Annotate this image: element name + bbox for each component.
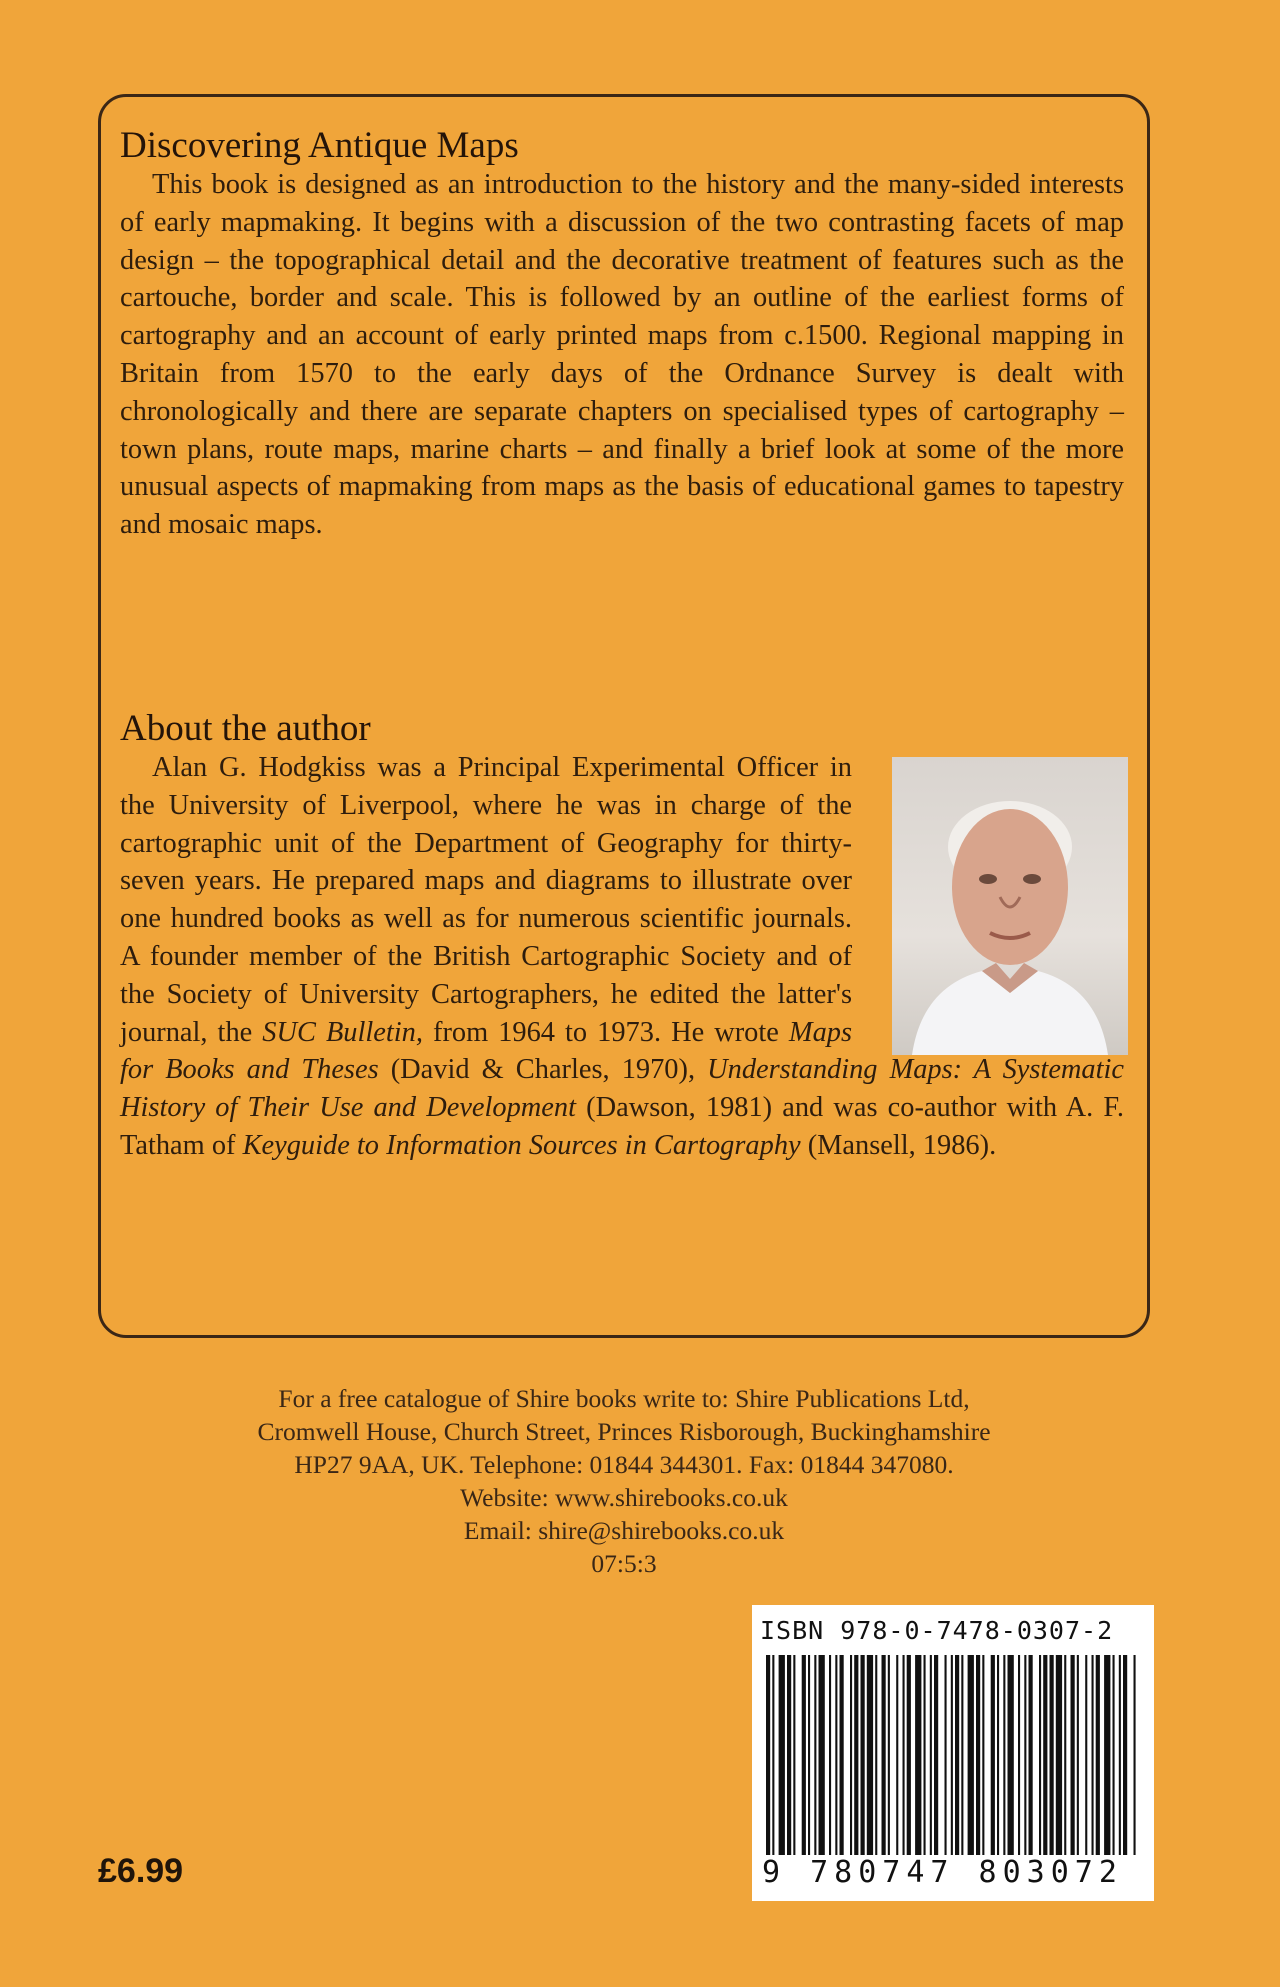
- barcode-bar: [1024, 1655, 1026, 1855]
- barcode-bar: [1064, 1655, 1066, 1855]
- barcode-bar: [802, 1655, 806, 1855]
- barcode-bar: [835, 1655, 837, 1855]
- barcode-bar: [961, 1655, 963, 1855]
- barcode-bar: [808, 1655, 810, 1855]
- barcode-bar: [1071, 1655, 1075, 1855]
- barcode-bar: [772, 1655, 774, 1855]
- barcode-bar: [896, 1655, 898, 1855]
- publisher-line-3: HP27 9AA, UK. Telephone: 01844 344301. Fax: 01844 347080.: [294, 1450, 954, 1479]
- author-title: About the author: [120, 708, 371, 749]
- barcode-bar: [875, 1655, 877, 1855]
- barcode-bar: [934, 1655, 938, 1855]
- barcode-bar: [1119, 1655, 1121, 1855]
- publisher-website: Website: www.shirebooks.co.uk: [460, 1483, 788, 1512]
- barcode-bar: [888, 1655, 890, 1855]
- barcode-bar: [982, 1655, 984, 1855]
- barcode-bar: [829, 1655, 831, 1855]
- print-code: 07:5:3: [591, 1549, 657, 1578]
- barcode-bar: [976, 1655, 980, 1855]
- barcode-bar: [903, 1655, 905, 1855]
- barcode-bar: [1134, 1655, 1136, 1855]
- barcode-bar: [787, 1655, 791, 1855]
- barcode-bar: [1113, 1655, 1115, 1855]
- barcode-box: [752, 1605, 1154, 1901]
- book-title-3: Keyguide to Information Sources in Cartography: [242, 1129, 801, 1161]
- barcode-bar: [907, 1655, 911, 1855]
- barcode-bar: [991, 1655, 995, 1855]
- author-bio: Alan G. Hodgkiss was a Principal Experimental Officer in the University of Liverpool, where he was in charge of the cartographic unit of the Department of Geography for thirty-seven years. He prepared maps and diagrams to illustrate over one hundred books as well as for numerous scientific journals. A founder member of the British Cartographic Society and of the Society of University Cartographers, he edited the latter's journal, the: [120, 752, 852, 1048]
- author-body: [120, 749, 1124, 1165]
- publisher-info: [98, 1382, 1150, 1580]
- barcode-bar: [850, 1655, 852, 1855]
- barcode-bar: [1008, 1655, 1014, 1855]
- barcode-bar: [854, 1655, 858, 1855]
- barcode-bar: [1018, 1655, 1020, 1855]
- barcode-digits: 9 780747 803072: [762, 1855, 1123, 1890]
- barcode-bar: [867, 1655, 873, 1855]
- barcode-bar: [1123, 1655, 1127, 1855]
- author-text-2: from 1964 to 1973. He wrote: [422, 1016, 789, 1048]
- price: £6.99: [98, 1852, 184, 1890]
- barcode-bar: [814, 1655, 816, 1855]
- barcode-bar: [930, 1655, 932, 1855]
- author-text-5: (Mansell, 1986).: [800, 1129, 997, 1161]
- book-title-2: Understanding Maps: A Systematic History of Their Use and Development: [120, 1054, 1124, 1124]
- author-text: [120, 749, 1124, 1165]
- barcode-bar: [819, 1655, 825, 1855]
- barcode-bar: [1050, 1655, 1054, 1855]
- description-body: [120, 166, 1124, 544]
- publisher-email: Email: shire@shirebooks.co.uk: [463, 1516, 785, 1545]
- barcode-bar: [997, 1655, 999, 1855]
- book-title-1: Maps for Books and Theses: [120, 1016, 853, 1086]
- publisher-line-1: For a free catalogue of Shire books write to: Shire Publications Ltd,: [278, 1384, 970, 1413]
- barcode-bar: [1077, 1655, 1079, 1855]
- description-title: Discovering Antique Maps: [120, 125, 519, 166]
- author-text-3: (David & Charles, 1970),: [378, 1054, 708, 1086]
- barcode-bar: [766, 1655, 770, 1855]
- barcode-bar: [1096, 1655, 1100, 1855]
- barcode-bar: [1039, 1655, 1041, 1855]
- author-text-4: (Dawson, 1981) and was co-author with A. F. Tatham of: [120, 1092, 1124, 1161]
- publisher-line-2: Cromwell House, Church Street, Princes Risborough, Buckinghamshire: [257, 1417, 991, 1446]
- barcode-bar: [1003, 1655, 1005, 1855]
- barcode-bar: [1043, 1655, 1047, 1855]
- barcode-bar: [1056, 1655, 1062, 1855]
- barcode-bar: [955, 1655, 959, 1855]
- barcode-bar: [1029, 1655, 1033, 1855]
- barcode-bar: [1104, 1655, 1110, 1855]
- barcode-bar: [1092, 1655, 1094, 1855]
- isbn-label: ISBN 978-0-7478-0307-2: [760, 1616, 1114, 1645]
- barcode-bar: [793, 1655, 795, 1855]
- barcode-bar: [951, 1655, 953, 1855]
- barcode-bar: [882, 1655, 886, 1855]
- barcode-bar: [1085, 1655, 1087, 1855]
- barcode-bar: [968, 1655, 974, 1855]
- description-text: This book is designed as an introduction to the history and the many-sided interests of early mapmaking. It begins with a discussion of the two contrasting facets of map design – the topographical detail and the decorative treatment of features such as the cartouche, border and scale. This is followed by an outline of the earliest forms of cartography and an account of early printed maps from c.1500. Regional mapping in Britain from 1570 to the early days of the Ordnance Survey is dealt with chronologically and there are separate chapters on specialised types of cartography – town plans, route maps, marine charts – and finally a brief look at some of the more unusual aspects of mapmaking from maps as the basis of educational games to tapestry and mosaic maps.: [120, 169, 1124, 541]
- barcode-bar: [924, 1655, 926, 1855]
- barcode-bar: [840, 1655, 844, 1855]
- barcode-bar: [779, 1655, 785, 1855]
- barcode-bar: [861, 1655, 865, 1855]
- barcode-bar: [945, 1655, 947, 1855]
- journal-title: SUC Bulletin,: [262, 1016, 423, 1048]
- barcode-bars: [764, 1655, 1140, 1855]
- barcode-bar: [915, 1655, 921, 1855]
